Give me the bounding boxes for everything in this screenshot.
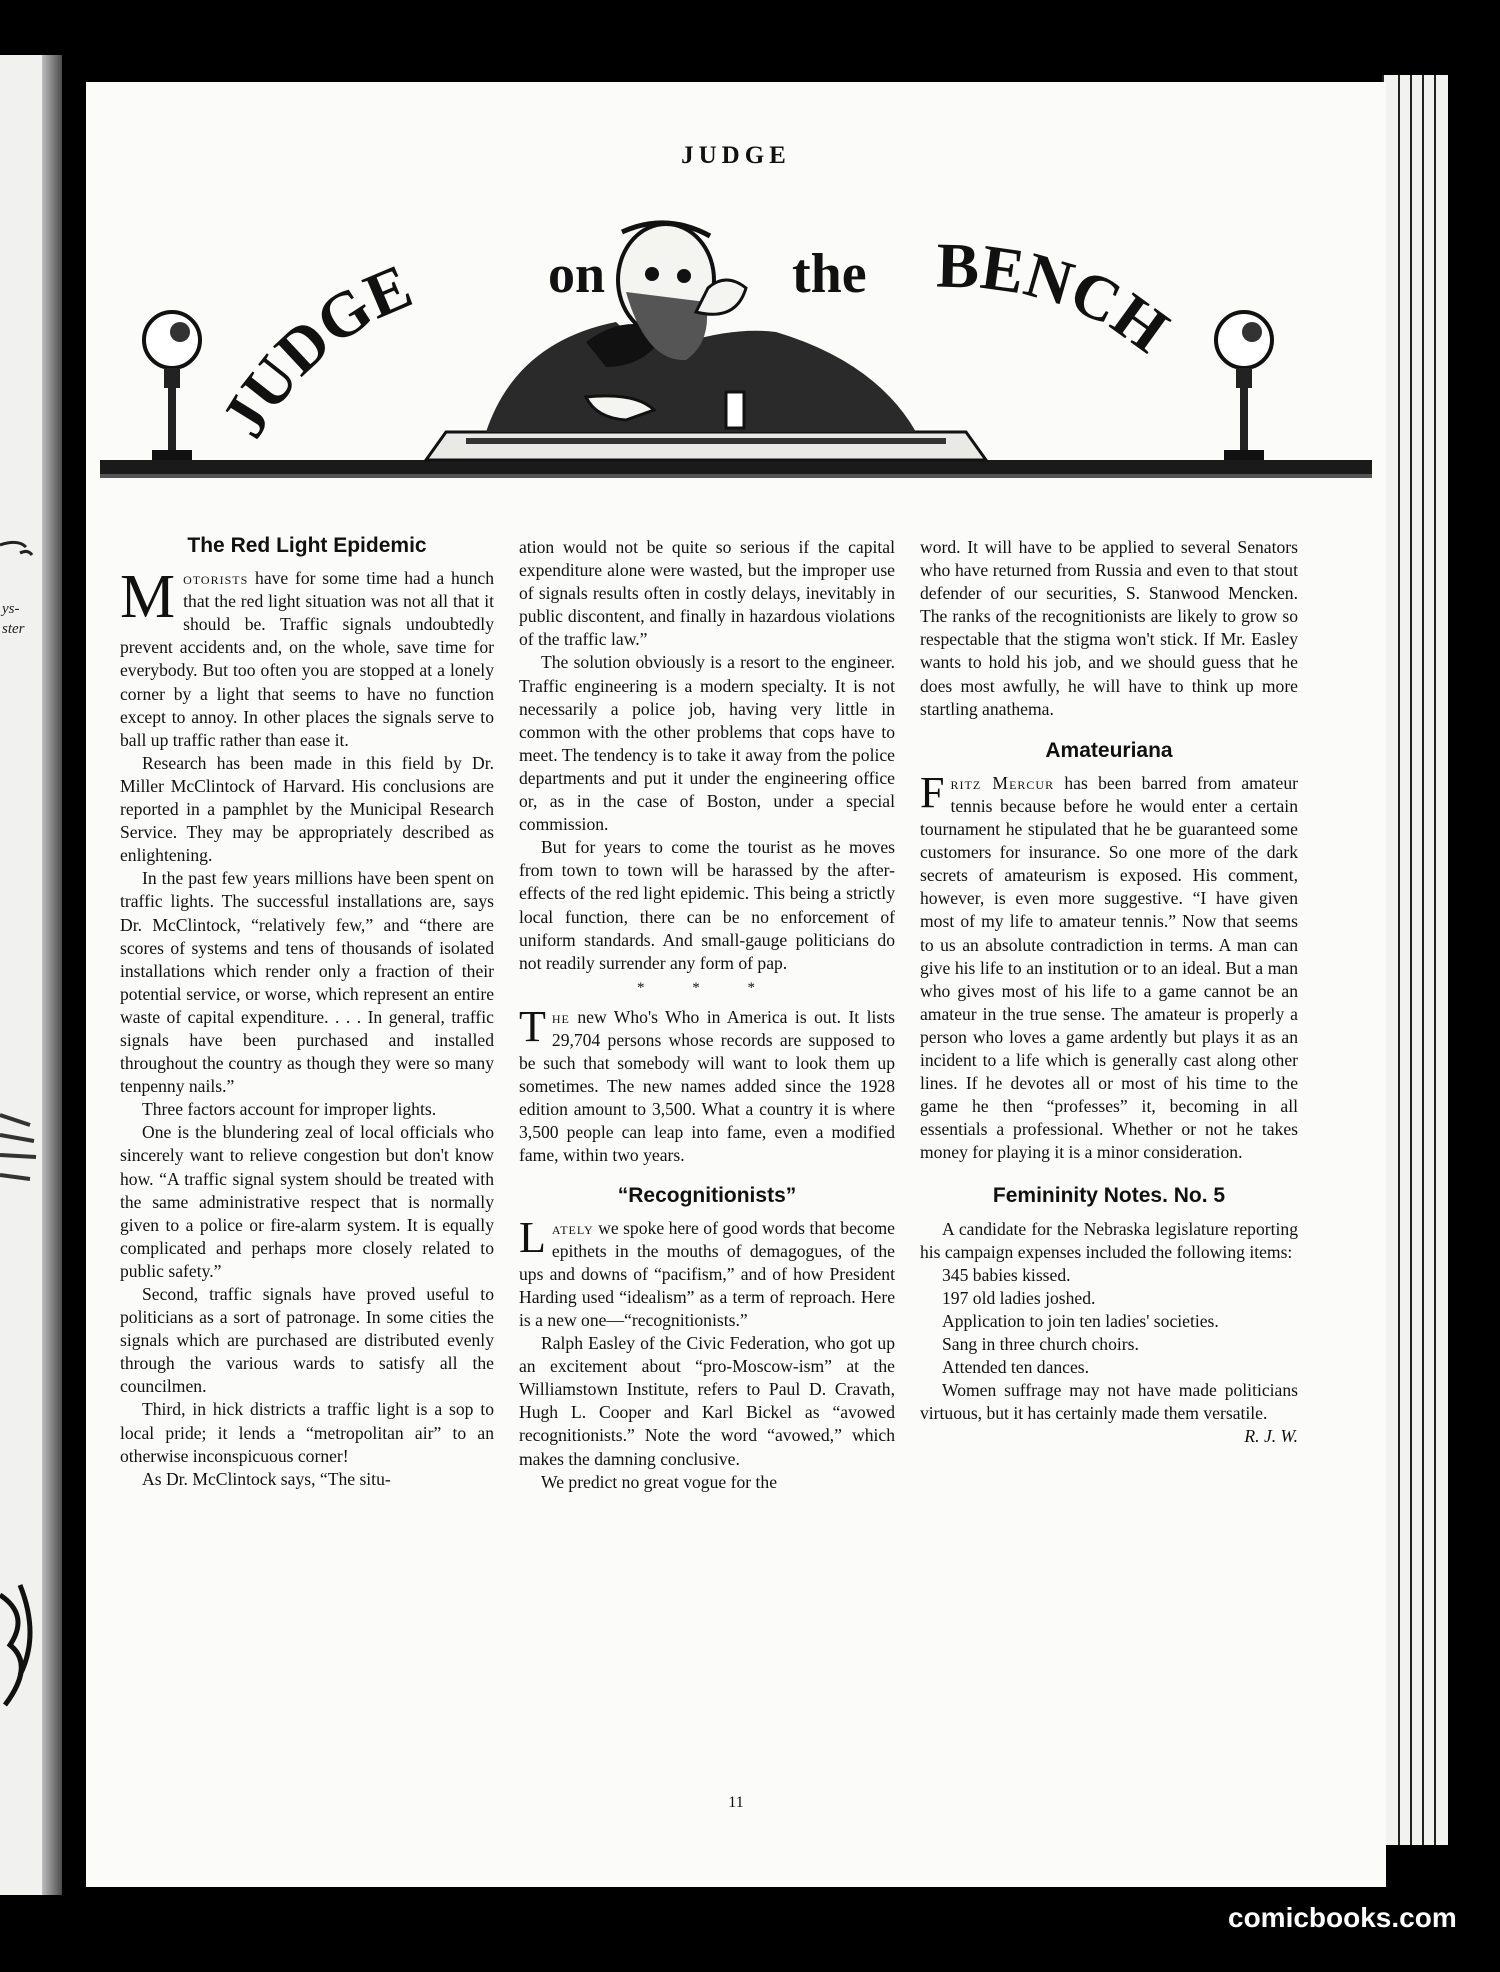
article-paragraph: In the past few years millions have been spent on traffic lights. The successful installations are, says Dr. McClintock, “relatively few,” and “there are scores of systems and tens of thousands of isolated installations which render only a fraction of their potential service, or worse, which represent an entire waste of capital expenditure. . . . In general, traffic signals have been purchased and installed throughout the country as though they were so many tenpenny nails.”: [120, 868, 494, 1097]
magazine-page: [86, 82, 1386, 1887]
article-paragraph: Women suffrage may not have made politicians virtuous, but it has certainly made them versatile.: [920, 1380, 1298, 1424]
left-page-fragment: ster: [2, 621, 25, 637]
drop-cap: M: [120, 563, 176, 632]
article-heading-amateuriana: Amateuriana: [1045, 738, 1173, 762]
list-item: Sang in three church choirs.: [942, 1334, 1139, 1354]
column-3: [920, 536, 1298, 1448]
bench-desk: [426, 432, 986, 460]
article-paragraph: One is the blundering zeal of local officials who sincerely want to relieve congestion but don't know how. “A traffic signal system should be treated with the same administrative respect that is normally given to a police or fire-alarm system. It is equally complicated and perhaps more closely related to public safety.”: [120, 1122, 494, 1281]
page-number: 11: [728, 1794, 744, 1811]
drop-cap: F: [920, 767, 945, 817]
article-paragraph: Three factors account for improper lights.: [142, 1099, 437, 1120]
list-item: Application to join ten ladies' societies.: [942, 1310, 1219, 1331]
list-item: 345 babies kissed.: [942, 1264, 1071, 1285]
watermark: comicbooks.com: [1228, 1902, 1457, 1933]
drop-cap: L: [519, 1212, 546, 1262]
article-paragraph: word. It will have to be applied to several Senators who have returned from Russia and even to that stout defender of our securities, S. Stanwood Mencken. The ranks of the recognitionists are likely to grow so respectable that the stigma won't stick. If Mr. Easley wants to hold his job, and we should guess that he does most awfully, he will have to think up more startling anathema.: [920, 537, 1298, 719]
title-on: on: [548, 244, 606, 304]
article-heading-red-light: The Red Light Epidemic: [187, 534, 427, 557]
title-the: the: [792, 243, 867, 305]
title-judge: JUDGE: [207, 250, 422, 450]
previous-page-edge: [0, 55, 62, 1895]
expense-items-list: [920, 1264, 1298, 1379]
drop-cap: T: [519, 1001, 546, 1051]
title-bench: BENCH: [935, 229, 1182, 367]
article-heading-recognitionists: “Recognitionists”: [617, 1183, 797, 1207]
article-paragraph: Fritz Mercur has been barred from amateur tennis because before he would enter a certain tournament he stipulated that he be guaranteed some customers for insurance. So one more of the dark secrets of amateurism is exposed. His comment, however, is even more suggestive. “I have given most of my life to amateur tennis.” Now that seems to us an absolute contradiction in terms. A man can give his life to an institution or to an ideal. But a man who gives most of his life to a game cannot be an amateur in the true sense. The amateur is properly a person who loves a game ardently but plays it as an incident to a life which is generally cast along other lines. If he devotes all or most of his time to the game he then “professes” it, becoming in all essentials a professional. Whether or not he takes money for playing it is a minor consideration.: [920, 767, 1298, 1163]
bench-base-bar: [100, 460, 1372, 474]
article-paragraph: A candidate for the Nebraska legislature reporting his campaign expenses included the following items:: [920, 1218, 1298, 1262]
lamp-right-icon: [1216, 312, 1272, 460]
article-paragraph: Lately we spoke here of good words that become epithets in the mouths of demagogues, of the ups and downs of “pacifism,” and of how President Harding used “idealism” as a term of reproach. Here is a new one—“recognitionists.”: [519, 1212, 895, 1330]
masthead: JUDGE: [681, 142, 791, 169]
article-paragraph: Ralph Easley of the Civic Federation, who got up an excitement about “pro-Moscow-ism” at the Williamstown Institute, refers to Paul D. Cravath, Hugh L. Cooper and Karl Bickel as “avowed recognitionists.” Note the word “avowed,” which makes the damning conclusive.: [519, 1333, 895, 1469]
book-page-edges: [1382, 75, 1462, 1845]
section-divider-stars: * * *: [637, 979, 777, 996]
left-page-scribble: [0, 535, 40, 575]
article-heading-femininity-notes: Femininity Notes. No. 5: [992, 1184, 1226, 1208]
article-paragraph: Third, in hick districts a traffic light is a sop to local pride; it lends a “metropolitan air” to an otherwise inconspicuous corner!: [120, 1399, 494, 1466]
page-gutter-shadow: [42, 55, 62, 1895]
article-paragraph: ation would not be quite so serious if the capital expenditure alone were wasted, but the improper use of signals results often in costly delays, inevitably in public discontent, and finally in hazardous violations of the traffic law.”: [519, 537, 895, 650]
article-paragraph: Research has been made in this field by Dr. Miller McClintock of Harvard. His conclusions are reported in a pamphlet by the Municipal Research Service. They may be appropriately described as enlightening.: [120, 752, 494, 866]
article-paragraph: Motorists have for some time had a hunch that the red light situation was not all that it should be. Traffic signals undoubtedly prevent accidents and, on the whole, save time for everybody. But too often you are stopped at a lonely corner by a light that seems to have no function except to annoy. In other places the signals serve to ball up traffic rather than ease it.: [120, 563, 494, 750]
list-item: Attended ten dances.: [942, 1357, 1090, 1378]
article-paragraph: The new Who's Who in America is out. It lists 29,704 persons whose records are supposed to be such that somebody will want to look them up sometimes. The new names added since the 1928 edition amount to 3,500. What a country it is where 3,500 people can leap into fame, even a modified fame, within two years.: [519, 1001, 895, 1166]
lamp-left-icon: [144, 312, 200, 460]
left-page-fragment: ys-: [2, 601, 20, 617]
article-paragraph: The solution obviously is a resort to the engineer. Traffic engineering is a modern specialty. It is not necessarily a police job, having very little in common with the other problems that cops have to meet. The tendency is to take it away from the police departments and put it under the engineering office or, as in the case of Boston, under a special commission.: [519, 652, 895, 835]
column-1: [120, 534, 494, 1491]
article-paragraph: But for years to come the tourist as he moves from town to town will be harassed by the after-effects of the red light epidemic. This being a strictly local function, there can be no enforcement of uniform standards. And small-gauge politicians do not readily surrender any form of pap.: [519, 837, 895, 973]
list-item: 197 old ladies joshed.: [942, 1287, 1096, 1308]
header-illustration: [86, 192, 1386, 502]
article-paragraph: Second, traffic signals have proved useful to politicians as a sort of patronage. In some cities the signals which are purchased are distributed evenly through the various wards to satisfy all the councilmen.: [120, 1284, 494, 1397]
left-page-illustration-fragment: [0, 1575, 42, 1735]
column-2: [519, 536, 895, 1494]
article-paragraph: We predict no great vogue for the: [541, 1471, 778, 1492]
author-signature: R. J. W.: [1244, 1426, 1298, 1447]
left-page-illustration-fragment: [0, 1105, 42, 1215]
article-paragraph: As Dr. McClintock says, “The situ-: [142, 1468, 391, 1489]
